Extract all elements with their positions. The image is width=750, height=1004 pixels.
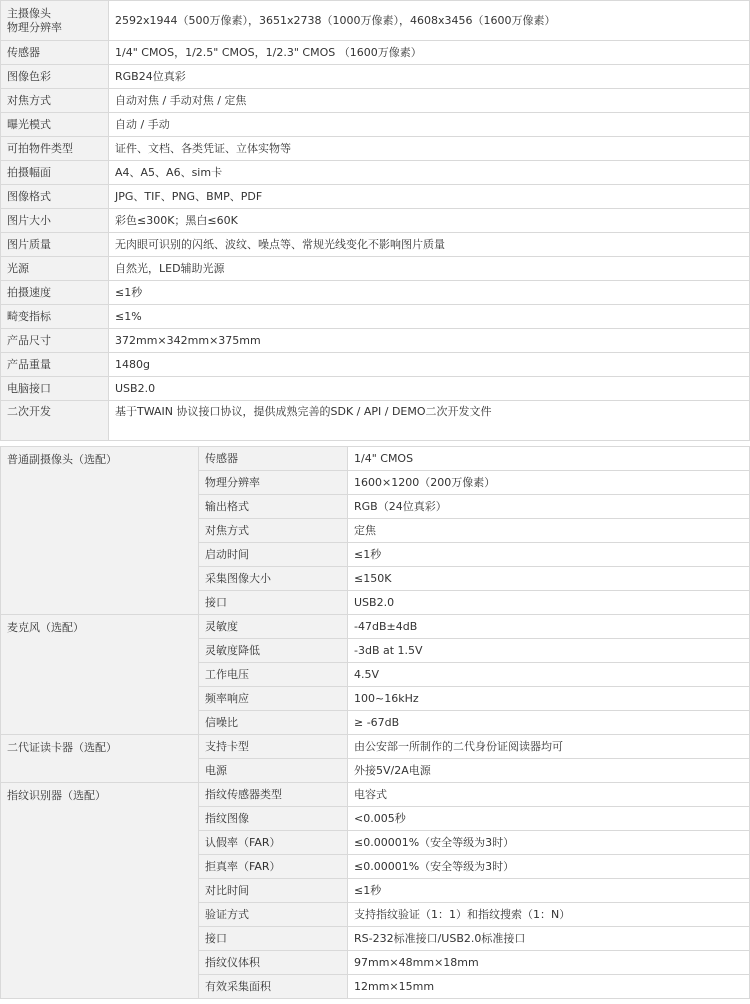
- accessory-value: ≤1秒: [348, 879, 750, 903]
- accessory-label: 工作电压: [199, 663, 348, 687]
- spec-label-line: 图像格式: [7, 189, 51, 203]
- main-spec-table: [0, 0, 750, 441]
- spec-label-line: 传感器: [7, 45, 40, 59]
- accessory-value: 外接5V/2A电源: [348, 759, 750, 783]
- spec-label-line: 产品重量: [7, 357, 51, 371]
- spec-value: 自动对焦 / 手动对焦 / 定焦: [109, 89, 750, 113]
- spec-label: [1, 65, 109, 89]
- accessory-label: 指纹传感器类型: [199, 783, 348, 807]
- spec-value: ≤1%: [109, 305, 750, 329]
- spec-value: 1480g: [109, 353, 750, 377]
- spec-row: [1, 377, 750, 401]
- accessory-label: 灵敏度降低: [199, 639, 348, 663]
- accessory-label: 支持卡型: [199, 735, 348, 759]
- accessory-label: 拒真率（FAR）: [199, 855, 348, 879]
- accessory-value: 1/4" CMOS: [348, 447, 750, 471]
- spec-label-line: 可拍物件类型: [7, 141, 73, 155]
- spec-row: [1, 209, 750, 233]
- accessory-label: 验证方式: [199, 903, 348, 927]
- accessory-label: 传感器: [199, 447, 348, 471]
- spec-value: 1/4" CMOS，1/2.5" CMOS，1/2.3" CMOS （1600万像素）: [109, 41, 750, 65]
- group-label: 二代证读卡器（选配）: [1, 735, 199, 783]
- accessory-row: [1, 447, 750, 471]
- spec-row: [1, 161, 750, 185]
- accessory-value: <0.005秒: [348, 807, 750, 831]
- accessory-label: 认假率（FAR）: [199, 831, 348, 855]
- spec-row: [1, 65, 750, 89]
- spec-label: [1, 305, 109, 329]
- group-label: 指纹识别器（选配）: [1, 783, 199, 999]
- spec-row: [1, 305, 750, 329]
- accessory-value: USB2.0: [348, 591, 750, 615]
- spec-row: [1, 137, 750, 161]
- spec-label: [1, 137, 109, 161]
- spec-label-line: 图片大小: [7, 213, 51, 227]
- spec-row: [1, 1, 750, 41]
- spec-value: USB2.0: [109, 377, 750, 401]
- spec-label: [1, 185, 109, 209]
- accessory-value: 电容式: [348, 783, 750, 807]
- accessory-label: 有效采集面积: [199, 975, 348, 999]
- spec-value: A4、A5、A6、sim卡: [109, 161, 750, 185]
- spec-label-line: 产品尺寸: [7, 333, 51, 347]
- accessory-value: 支持指纹验证（1：1）和指纹搜索（1：N）: [348, 903, 750, 927]
- spec-label: [1, 113, 109, 137]
- spec-label: [1, 233, 109, 257]
- spec-label-line: 主摄像头: [7, 6, 51, 20]
- spec-label-line: 光源: [7, 261, 29, 275]
- spec-value: 自然光，LED辅助光源: [109, 257, 750, 281]
- spec-label: [1, 89, 109, 113]
- accessory-value: 4.5V: [348, 663, 750, 687]
- accessory-value: ≤0.00001%（安全等级为3时）: [348, 855, 750, 879]
- accessory-label: 指纹图像: [199, 807, 348, 831]
- spec-row: [1, 329, 750, 353]
- accessory-label: 输出格式: [199, 495, 348, 519]
- spec-value: 372mm×342mm×375mm: [109, 329, 750, 353]
- accessory-label: 对焦方式: [199, 519, 348, 543]
- accessory-value: ≤1秒: [348, 543, 750, 567]
- accessory-value: -47dB±4dB: [348, 615, 750, 639]
- spec-label-line: 曝光模式: [7, 117, 51, 131]
- accessory-label: 信噪比: [199, 711, 348, 735]
- accessory-value: ≤150K: [348, 567, 750, 591]
- accessory-label: 采集图像大小: [199, 567, 348, 591]
- spec-row: [1, 233, 750, 257]
- spec-row: [1, 353, 750, 377]
- accessory-value: RGB（24位真彩）: [348, 495, 750, 519]
- spec-label-line: 拍摄幅面: [7, 165, 51, 179]
- accessory-label: 接口: [199, 591, 348, 615]
- accessory-value: 97mm×48mm×18mm: [348, 951, 750, 975]
- spec-label-line: 畸变指标: [7, 309, 51, 323]
- spec-value: 证件、文档、各类凭证、立体实物等: [109, 137, 750, 161]
- spec-value: 无肉眼可识别的闪纸、波纹、噪点等、常规光线变化不影响图片质量: [109, 233, 750, 257]
- accessory-value: RS-232标准接口/USB2.0标准接口: [348, 927, 750, 951]
- spec-label-line: 图片质量: [7, 237, 51, 251]
- accessory-value: 由公安部一所制作的二代身份证阅读器均可: [348, 735, 750, 759]
- spec-label-line: 二次开发: [7, 405, 51, 418]
- accessory-label: 指纹仪体积: [199, 951, 348, 975]
- accessory-row: [1, 735, 750, 759]
- spec-row: [1, 89, 750, 113]
- spec-value: JPG、TIF、PNG、BMP、PDF: [109, 185, 750, 209]
- spec-value: RGB24位真彩: [109, 65, 750, 89]
- accessory-value: 12mm×15mm: [348, 975, 750, 999]
- spec-label-line: 电脑接口: [7, 381, 51, 395]
- spec-label: [1, 377, 109, 401]
- group-label: 麦克风（选配）: [1, 615, 199, 735]
- spec-value: 自动 / 手动: [109, 113, 750, 137]
- spec-row: [1, 257, 750, 281]
- accessory-label: 灵敏度: [199, 615, 348, 639]
- accessory-label: 频率响应: [199, 687, 348, 711]
- spec-label-line: 拍摄速度: [7, 285, 51, 299]
- spec-label: [1, 281, 109, 305]
- accessory-value: ≤0.00001%（安全等级为3时）: [348, 831, 750, 855]
- accessory-label: 物理分辨率: [199, 471, 348, 495]
- spec-row: [1, 41, 750, 65]
- accessory-label: 电源: [199, 759, 348, 783]
- spec-label-line: 物理分辨率: [7, 20, 62, 34]
- group-label: 普通副摄像头（选配）: [1, 447, 199, 615]
- spec-label-line: 对焦方式: [7, 93, 51, 107]
- spec-row: [1, 185, 750, 209]
- spec-label-line: 图像色彩: [7, 69, 51, 83]
- accessory-value: ≥ -67dB: [348, 711, 750, 735]
- spec-label: [1, 257, 109, 281]
- accessory-value: 定焦: [348, 519, 750, 543]
- accessory-value: -3dB at 1.5V: [348, 639, 750, 663]
- accessory-value: 1600×1200（200万像素）: [348, 471, 750, 495]
- spec-value: 彩色≤300K；黑白≤60K: [109, 209, 750, 233]
- accessory-spec-table: [0, 446, 750, 999]
- spec-row: [1, 113, 750, 137]
- spec-label: [1, 401, 109, 441]
- accessory-value: 100~16kHz: [348, 687, 750, 711]
- spec-label: [1, 41, 109, 65]
- spec-row: [1, 281, 750, 305]
- accessory-label: 接口: [199, 927, 348, 951]
- spec-value: 基于TWAIN 协议接口协议，提供成熟完善的SDK / API / DEMO二次开发文件: [109, 401, 750, 441]
- accessory-row: [1, 783, 750, 807]
- spec-label: [1, 161, 109, 185]
- spec-label: [1, 1, 109, 41]
- spec-value: 2592x1944（500万像素），3651x2738（1000万像素），4608x3456（1600万像素）: [109, 1, 750, 41]
- spec-label: [1, 209, 109, 233]
- accessory-label: 启动时间: [199, 543, 348, 567]
- spec-label: [1, 329, 109, 353]
- spec-label: [1, 353, 109, 377]
- spec-value: ≤1秒: [109, 281, 750, 305]
- accessory-label: 对比时间: [199, 879, 348, 903]
- spec-row: [1, 401, 750, 441]
- accessory-row: [1, 615, 750, 639]
